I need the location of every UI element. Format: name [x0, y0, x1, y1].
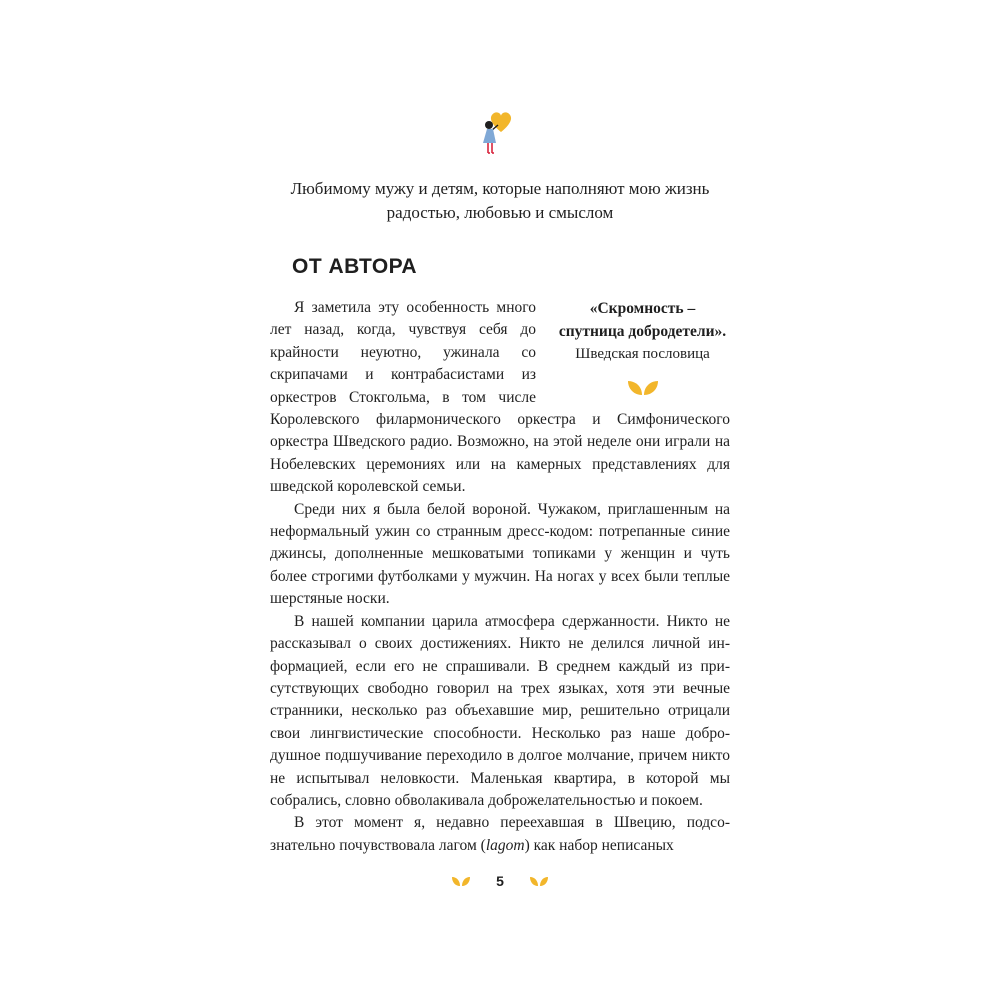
epigraph-source: Шведская пословица: [575, 346, 710, 362]
epigraph-quote-line-2: спутница добродетели».: [558, 323, 727, 340]
page-footer: [0, 868, 1000, 893]
epigraph-space: [536, 297, 730, 409]
lagom-term: lagom: [485, 836, 525, 854]
paragraph-3: В нашей компании царила атмосфера сдержанности. Никто не рассказывал о своих достижениях. Никто не делился личной информацией, если его не спрашивали. В среднем каждый из присутствующих свободно говорил на трех языках, хотя эти вечные странники, несколько раз объехавшие мир, решительно отрицали свои лингвистические способности. Несколько раз наше добродушное подшучивание переходило в долгое молчание, причем никто не испытывал неловкости. Маленькая квартира, в которой мы собрались, словно обволакивала доброжелательностью и покоем.: [270, 612, 730, 809]
page-number: 5: [496, 873, 504, 890]
girl-with-heart-icon: [474, 108, 518, 164]
paragraph-1: Я заметила эту особенность много лет назад, когда, чувствуя себя до крайности неуютно, ужинала со скрипачами и контрабасистами из оркестров Стокгольма, в том числе Королевского филармонического оркестра и Симфонического оркестра Шведского радио. Возможно, на этой неделе они играли на Нобелевских церемониях или на камерных представлениях для шведской королевской семьи.: [270, 299, 730, 496]
leaf-right-icon: [530, 875, 548, 887]
dedication: [200, 177, 800, 225]
dedication-line-1: Любимому мужу и детям, которые наполняют мою жизнь: [290, 179, 710, 198]
girl-head: [485, 121, 493, 129]
paragraph-4-end: ) как набор неписаных: [524, 836, 674, 854]
section-title: ОТ АВТОРА: [292, 255, 417, 278]
girl-dress: [483, 129, 496, 143]
dedication-line-2: радостью, любовью и смыслом: [386, 203, 614, 222]
paragraph-2: Среди них я была белой вороной. Чужаком, приглашенным на неформальный ужин со странным дресс-кодом: потрепанные синие джинсы, дополненные мешковатыми топиками у женщин и чуть более строгими футболками у мужчин. На ногах у всех были теплые шерстяные носки.: [270, 500, 730, 608]
paragraph-4: [270, 812, 730, 857]
leaf-left-icon: [452, 875, 470, 887]
paragraph-4-start: В этот момент я, недавно переехавшая в Швецию, подсознательно почувствовала лагом (: [270, 814, 730, 854]
epigraph-quote-line-1: «Скромность –: [589, 300, 696, 317]
body-text: [270, 297, 730, 857]
